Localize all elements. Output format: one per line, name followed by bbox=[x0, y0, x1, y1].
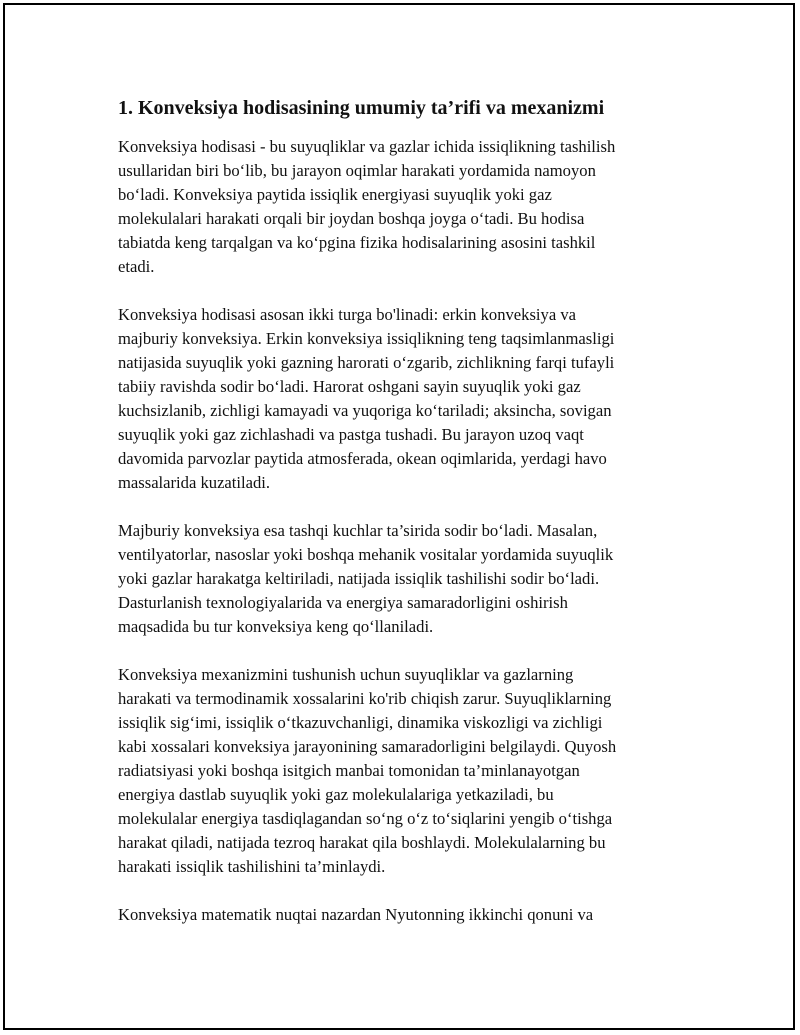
paragraph-line: tabiatda keng tarqalgan va ko‘pgina fizika hodisalarining asosini tashkil bbox=[118, 233, 596, 252]
paragraph-line: Konveksiya matematik nuqtai nazardan Nyutonning ikkinchi qonuni va bbox=[118, 905, 594, 924]
paragraph-line: yoki gazlar harakatga keltiriladi, natijada issiqlik tashilishi sodir bo‘ladi. bbox=[118, 569, 600, 588]
paragraph-line: Dasturlanish texnologiyalarida va energiya samaradorligini oshirish bbox=[118, 593, 568, 612]
section-heading: 1. Konveksiya hodisasining umumiy ta’rifi va mexanizmi bbox=[118, 97, 605, 119]
paragraph-line: Majburiy konveksiya esa tashqi kuchlar ta’sirida sodir bo‘ladi. Masalan, bbox=[118, 521, 598, 540]
paragraph-line: harakat qiladi, natijada tezroq harakat qila boshlaydi. Molekulalarning bu bbox=[118, 833, 606, 852]
paragraph-line: Konveksiya hodisasi - bu suyuqliklar va gazlar ichida issiqlikning tashilish bbox=[118, 137, 616, 156]
paragraph-line: natijasida suyuqlik yoki gazning harorati o‘zgarib, zichlikning farqi tufayli bbox=[118, 353, 615, 372]
paragraph-line: radiatsiyasi yoki boshqa isitgich manbai tomonidan ta’minlanayotgan bbox=[118, 761, 580, 780]
paragraph-line: Konveksiya hodisasi asosan ikki turga bo'linadi: erkin konveksiya va bbox=[118, 305, 577, 324]
paragraph-line: suyuqlik yoki gaz zichlashadi va pastga tushadi. Bu jarayon uzoq vaqt bbox=[118, 425, 584, 444]
paragraph-line: kuchsizlanib, zichligi kamayadi va yuqoriga ko‘tariladi; aksincha, sovigan bbox=[118, 401, 612, 420]
paragraph-line: molekulalar energiya tasdiqlagandan so‘ng o‘z to‘siqlarini yengib o‘tishga bbox=[118, 809, 613, 828]
document-body bbox=[118, 96, 678, 951]
paragraph-5 bbox=[118, 903, 678, 927]
paragraph-1 bbox=[118, 135, 678, 279]
paragraph-line: issiqlik sig‘imi, issiqlik o‘tkazuvchanligi, dinamika viskozligi va zichligi bbox=[118, 713, 603, 732]
paragraph-4 bbox=[118, 663, 678, 879]
paragraph-line: Konveksiya mexanizmini tushunish uchun suyuqliklar va gazlarning bbox=[118, 665, 574, 684]
paragraph-line: maqsadida bu tur konveksiya keng qo‘llaniladi. bbox=[118, 617, 434, 636]
paragraph-line: davomida parvozlar paytida atmosferada, okean oqimlarida, yerdagi havo bbox=[118, 449, 607, 468]
paragraph-2 bbox=[118, 303, 678, 495]
paragraph-line: kabi xossalari konveksiya jarayonining samaradorligini belgilaydi. Quyosh bbox=[118, 737, 617, 756]
paragraph-line: harakati issiqlik tashilishini ta’minlaydi. bbox=[118, 857, 386, 876]
paragraph-line: bo‘ladi. Konveksiya paytida issiqlik energiyasi suyuqlik yoki gaz bbox=[118, 185, 552, 204]
paragraph-line: harakati va termodinamik xossalarini ko'rib chiqish zarur. Suyuqliklarning bbox=[118, 689, 612, 708]
paragraph-line: energiya dastlab suyuqlik yoki gaz molekulalariga yetkaziladi, bu bbox=[118, 785, 554, 804]
paragraph-line: usullaridan biri bo‘lib, bu jarayon oqimlar harakati yordamida namoyon bbox=[118, 161, 596, 180]
paragraph-line: majburiy konveksiya. Erkin konveksiya issiqlikning teng taqsimlanmasligi bbox=[118, 329, 615, 348]
paragraph-line: massalarida kuzatiladi. bbox=[118, 473, 271, 492]
paragraph-3 bbox=[118, 519, 678, 639]
paragraph-line: etadi. bbox=[118, 257, 155, 276]
paragraph-line: ventilyatorlar, nasoslar yoki boshqa mehanik vositalar yordamida suyuqlik bbox=[118, 545, 614, 564]
paragraph-line: tabiiy ravishda sodir bo‘ladi. Harorat oshgani sayin suyuqlik yoki gaz bbox=[118, 377, 581, 396]
paragraph-line: molekulalari harakati orqali bir joydan boshqa joyga o‘tadi. Bu hodisa bbox=[118, 209, 585, 228]
